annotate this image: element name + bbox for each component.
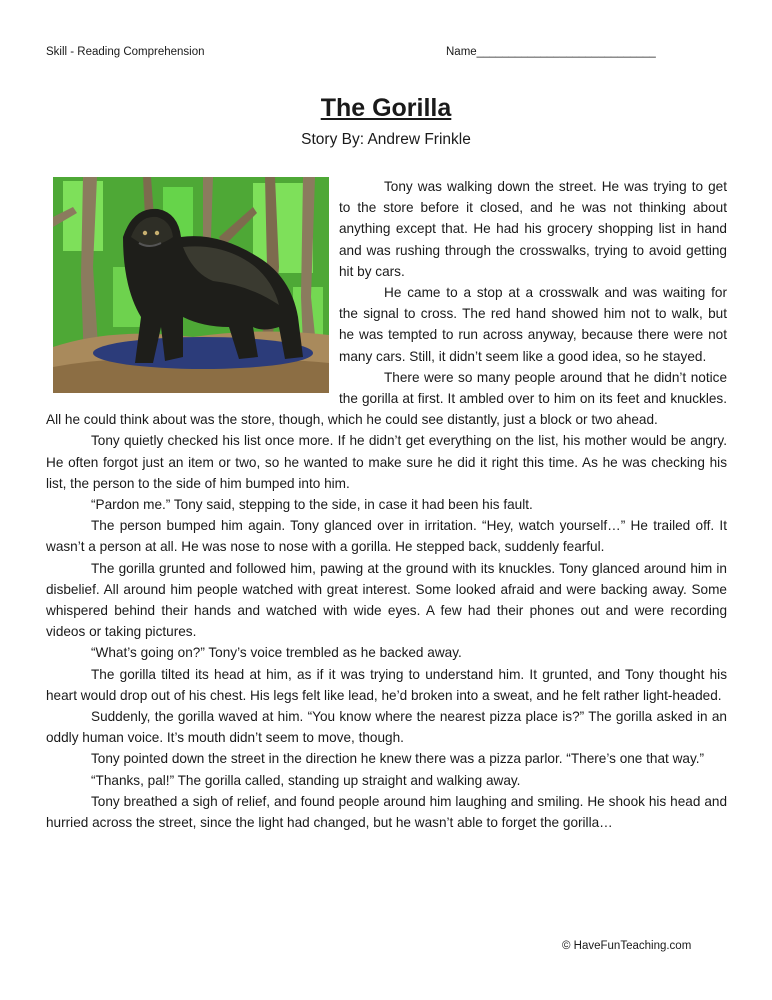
- copyright-footer: © HaveFunTeaching.com: [562, 940, 692, 952]
- story-paragraph: Tony quietly checked his list once more. If he didn’t get everything on the list, his mother would be angry. He often forgot just an item or two, so he wanted to make sure he did it right this time. As he was checking his list, the person to the side of him bumped into him.: [46, 433, 727, 491]
- story-byline: Story By: Andrew Frinkle: [301, 131, 471, 148]
- story-paragraph: Tony breathed a sigh of relief, and found people around him laughing and smiling. He shook his head and hurried across the street, since the light had changed, but he wasn’t able to forget the gorilla…: [46, 793, 727, 831]
- story-paragraph: Tony pointed down the street in the direction he knew there was a pizza parlor. “There’s one that way.”: [91, 751, 705, 767]
- story-body: [46, 176, 727, 833]
- name-field-label: Name____________________________: [446, 46, 656, 58]
- story-paragraph: “Thanks, pal!” The gorilla called, standing up straight and walking away.: [91, 772, 521, 788]
- story-title: The Gorilla: [320, 94, 452, 122]
- story-paragraph: There were so many people around that he didn’t notice the gorilla at first. It ambled over to him on its feet and knuckles. All he could think about was the store, though, which he could see distantly, just a block or two ahead.: [46, 369, 727, 428]
- story-paragraph: The gorilla tilted its head at him, as if it was trying to understand him. It grunted, and Tony thought his heart would drop out of his chest. His legs felt like lead, he’d broken into a sweat, and he felt rather light-headed.: [46, 666, 727, 703]
- gorilla-illustration: [53, 177, 329, 393]
- story-paragraph: Suddenly, the gorilla waved at him. “You know where the nearest pizza place is?” The gorilla asked in an oddly human voice. It’s mouth didn’t seem to move, though.: [46, 709, 727, 746]
- story-paragraph: “What’s going on?” Tony’s voice trembled as he backed away.: [91, 645, 462, 661]
- story-paragraph: He came to a stop at a crosswalk and was waiting for the signal to cross. The red hand showed him not to walk, but he was tempted to run across anyway, because there were not many cars. Still, it didn’t seem like a good idea, so he stayed.: [339, 285, 727, 364]
- story-paragraph: The person bumped him again. Tony glanced over in irritation. “Hey, watch yourself…” He trailed off. It wasn’t a person at all. He was nose to nose with a gorilla. He stepped back, suddenly fearful.: [46, 518, 727, 555]
- story-paragraph: The gorilla grunted and followed him, pawing at the ground with its knuckles. Tony glanced around him in disbelief. All around him people watched with great interest. Some looked afraid and were backing away. Some whispered behind their hands and watched with wide eyes. A few had their phones out and were recording videos or taking pictures.: [46, 560, 727, 640]
- skill-label: Skill - Reading Comprehension: [46, 46, 205, 58]
- gorilla-icon: [53, 177, 329, 393]
- story-paragraph: “Pardon me.” Tony said, stepping to the side, in case it had been his fault.: [91, 497, 533, 513]
- story-paragraph: Tony was walking down the street. He was trying to get to the store before it closed, and he was not thinking about anything except that. He had his grocery shopping list in hand and was rushing through the crosswalks, trying to avoid getting hit by cars.: [339, 179, 727, 279]
